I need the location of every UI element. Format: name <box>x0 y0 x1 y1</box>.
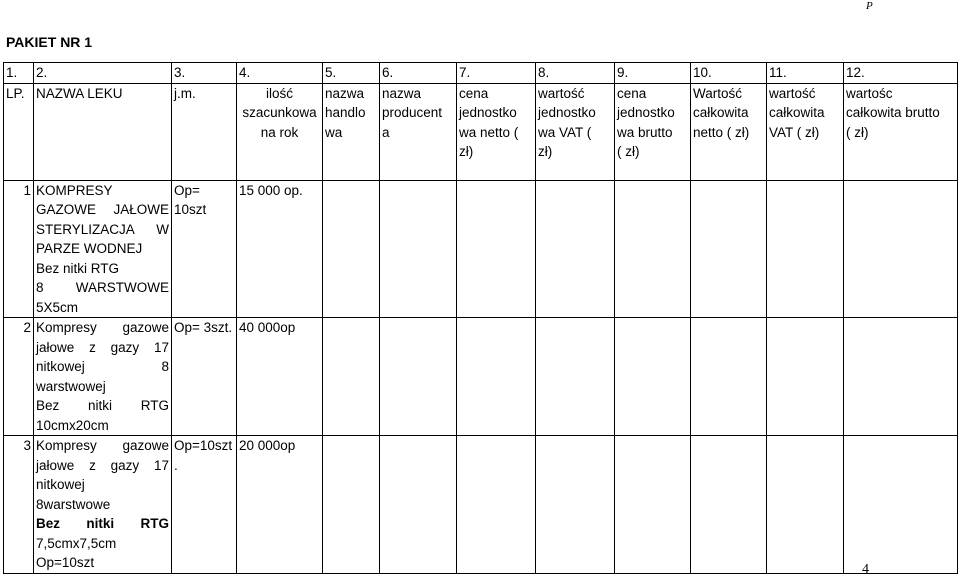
header-line: jednostko <box>538 105 596 120</box>
unit-line: 10szt <box>174 202 207 217</box>
column-number-row <box>4 63 958 84</box>
name-line: 8 WARSTWOWE <box>36 280 169 295</box>
name-line: 7,5cmx7,5cm <box>36 535 117 551</box>
corner-mark: P <box>866 0 873 12</box>
row-total-net-cell[interactable] <box>691 318 767 436</box>
header-line: ( zł) <box>846 124 869 140</box>
column-number: 7. <box>457 63 536 84</box>
row-unit-gross-cell[interactable] <box>615 318 691 436</box>
row-producer-cell[interactable] <box>380 436 457 574</box>
row-unit-net-cell[interactable] <box>457 180 536 318</box>
header-line: Wartość <box>693 85 743 101</box>
row-unit-net-cell[interactable] <box>457 318 536 436</box>
header-line: nazwa <box>325 85 365 101</box>
row-unit-gross-cell[interactable] <box>615 436 691 574</box>
header-line: ilość <box>265 85 293 101</box>
name-line: jałowe z gazy 17 <box>36 457 169 473</box>
header-line: producent <box>382 105 443 120</box>
header-line: netto ( zł) <box>693 124 750 140</box>
header-unit-vat <box>536 83 615 180</box>
header-line: zł) <box>459 144 474 159</box>
row-lp: 1 <box>4 180 34 318</box>
unit-line: Op= <box>174 182 200 198</box>
header-line: jednostko <box>617 105 675 120</box>
name-line: 5X5cm <box>36 299 79 315</box>
name-line: 10cmx20cm <box>36 417 109 433</box>
row-total-gross-cell[interactable] <box>844 318 958 436</box>
header-line: wartość <box>769 85 816 101</box>
column-number: 3. <box>172 63 237 84</box>
name-line: Kompresy gazowe <box>36 438 169 453</box>
row-unit <box>172 318 237 436</box>
unit-line: Op=10szt <box>174 438 233 453</box>
column-number: 11. <box>767 63 844 84</box>
unit-line: . <box>174 457 178 473</box>
name-line: Kompresy gazowe <box>36 320 169 335</box>
row-total-gross-cell[interactable] <box>844 436 958 574</box>
header-line: ( zł) <box>617 144 640 159</box>
name-line: nitkowej <box>36 477 85 492</box>
name-line: Op=10szt <box>36 555 95 570</box>
header-line: wa netto ( <box>459 124 519 140</box>
column-number: 5. <box>323 63 380 84</box>
price-table <box>3 62 958 574</box>
header-line: jednostko <box>459 105 517 120</box>
name-line: Bez nitki RTG <box>36 260 120 276</box>
row-producer-cell[interactable] <box>380 318 457 436</box>
row-unit-net-cell[interactable] <box>457 436 536 574</box>
row-product-name <box>34 180 172 318</box>
header-total-vat <box>767 83 844 180</box>
header-line: całkowita <box>769 105 825 120</box>
name-line: STERYLIZACJA W <box>36 221 169 237</box>
page-number: 4 <box>862 562 869 577</box>
column-number: 2. <box>34 63 172 84</box>
unit-line: Op= 3szt. <box>174 320 233 335</box>
header-unit-net-price <box>457 83 536 180</box>
row-trade-name-cell[interactable] <box>323 436 380 574</box>
header-line: wartość <box>538 85 585 101</box>
name-line: jałowe z gazy 17 <box>36 339 169 355</box>
header-total-net <box>691 83 767 180</box>
name-line: Bez nitki RTG <box>36 516 169 531</box>
row-total-gross-cell[interactable] <box>844 180 958 318</box>
header-unit: j.m. <box>172 83 237 180</box>
table-row <box>4 318 958 436</box>
header-line: handlo <box>325 105 366 120</box>
name-line: PARZE WODNEJ <box>36 241 143 256</box>
name-line: GAZOWE JAŁOWE <box>36 202 169 217</box>
column-number: 12. <box>844 63 958 84</box>
name-line: KOMPRESY <box>36 182 113 198</box>
column-number: 9. <box>615 63 691 84</box>
header-line: VAT ( zł) <box>769 124 820 140</box>
header-line: wa <box>325 124 343 140</box>
header-trade-name <box>323 83 380 180</box>
column-number: 8. <box>536 63 615 84</box>
header-line: nazwa <box>382 85 422 101</box>
name-line: 8warstwowe <box>36 496 111 512</box>
header-line: całkowita brutto <box>846 105 940 120</box>
header-line: wa VAT ( <box>538 124 592 140</box>
row-total-vat-cell[interactable] <box>767 436 844 574</box>
name-line: warstwowej <box>36 378 106 394</box>
row-product-name <box>34 318 172 436</box>
header-quantity <box>237 83 323 180</box>
row-unit <box>172 436 237 574</box>
name-line: Bez nitki RTG <box>36 398 169 413</box>
row-unit-vat-cell[interactable] <box>536 436 615 574</box>
header-producer <box>380 83 457 180</box>
header-lp: LP. <box>4 83 34 180</box>
header-name: NAZWA LEKU <box>34 83 172 180</box>
header-line: całkowita <box>693 105 749 120</box>
header-row <box>4 83 958 180</box>
column-number: 6. <box>380 63 457 84</box>
header-line: cena <box>459 85 489 101</box>
row-lp: 3 <box>4 436 34 574</box>
header-line: cena <box>617 85 647 101</box>
table-row <box>4 180 958 318</box>
row-unit-gross-cell[interactable] <box>615 180 691 318</box>
header-line: zł) <box>538 144 553 159</box>
row-total-vat-cell[interactable] <box>767 180 844 318</box>
column-number: 4. <box>237 63 323 84</box>
header-line: wartośc <box>846 85 893 101</box>
header-line: a <box>382 124 390 140</box>
row-total-vat-cell[interactable] <box>767 318 844 436</box>
row-total-net-cell[interactable] <box>691 436 767 574</box>
row-quantity: 15 000 op. <box>237 180 323 318</box>
row-lp: 2 <box>4 318 34 436</box>
row-unit <box>172 180 237 318</box>
row-producer-cell[interactable] <box>380 180 457 318</box>
package-title: PAKIET NR 1 <box>6 34 93 50</box>
column-number: 1. <box>4 63 34 84</box>
header-total-gross <box>844 83 958 180</box>
header-line: szacunkowa <box>242 105 317 120</box>
row-trade-name-cell[interactable] <box>323 318 380 436</box>
row-unit-vat-cell[interactable] <box>536 318 615 436</box>
header-line: na rok <box>260 124 299 140</box>
row-unit-vat-cell[interactable] <box>536 180 615 318</box>
row-quantity: 40 000op <box>237 318 323 436</box>
column-number: 10. <box>691 63 767 84</box>
table-row <box>4 436 958 574</box>
header-unit-gross-price <box>615 83 691 180</box>
row-product-name <box>34 436 172 574</box>
name-line: nitkowej 8 <box>36 359 169 374</box>
header-line: wa brutto <box>617 124 673 140</box>
row-trade-name-cell[interactable] <box>323 180 380 318</box>
row-total-net-cell[interactable] <box>691 180 767 318</box>
row-quantity: 20 000op <box>237 436 323 574</box>
